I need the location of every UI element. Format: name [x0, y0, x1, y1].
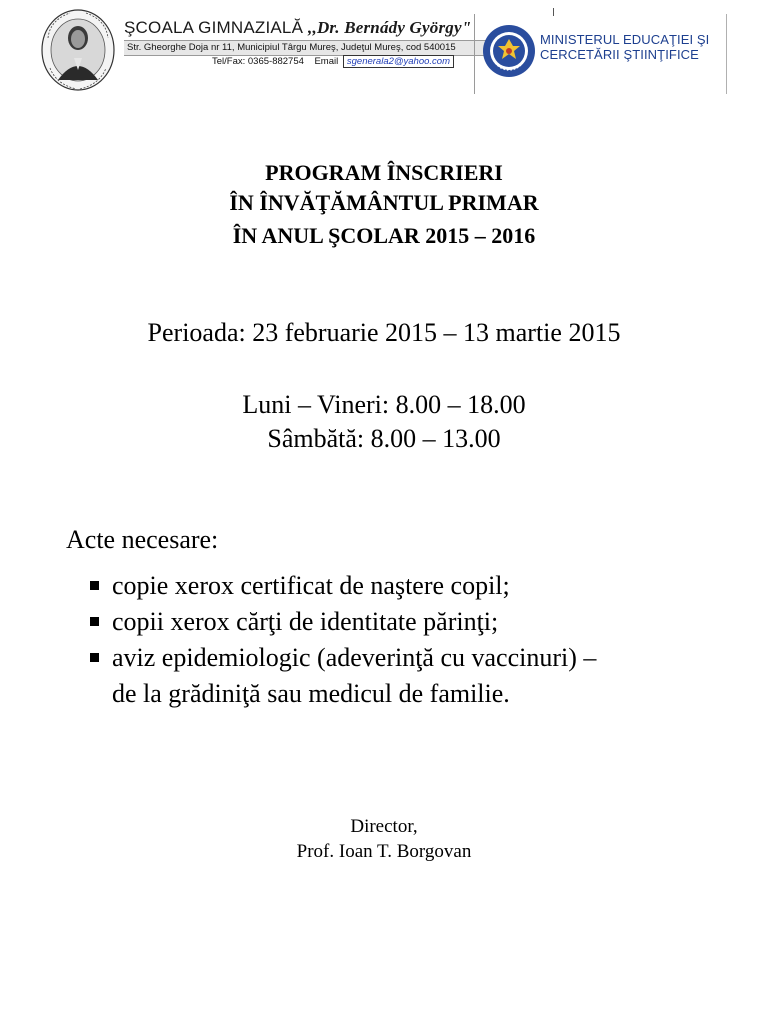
ministry-line-1: MINISTERUL EDUCAŢIEI ŞI	[540, 32, 710, 47]
letterhead	[40, 6, 730, 92]
required-documents-list	[90, 568, 730, 712]
list-item	[90, 640, 730, 712]
ministry-name	[540, 32, 709, 62]
square-bullet-icon	[90, 581, 99, 590]
title-line-2: ÎN ÎNVĂŢĂMÂNTUL PRIMAR	[229, 190, 539, 215]
top-mark	[553, 8, 554, 16]
school-name-prefix: ŞCOALA GIMNAZIALĂ	[124, 18, 309, 37]
director-name: Prof. Ioan T. Borgovan	[296, 841, 472, 862]
required-documents-heading: Acte necesare:	[66, 525, 219, 554]
school-info	[122, 18, 514, 84]
header-divider-right	[726, 14, 727, 94]
government-seal-icon	[482, 24, 536, 78]
title-line-3: ÎN ANUL ŞCOLAR 2015 – 2016	[232, 223, 536, 248]
school-phone: Tel/Fax: 0365-882754	[212, 56, 304, 67]
header-divider	[474, 14, 475, 94]
director-title: Director,	[350, 816, 418, 837]
list-item	[90, 604, 730, 640]
school-name-quoted: ,,Dr. Bernády György"	[308, 18, 472, 37]
school-contact	[212, 56, 454, 67]
list-item-text: copie xerox certificat de naştere copil;	[112, 571, 510, 600]
school-address: Str. Gheorghe Doja nr 11, Municipiul Târgu Mureş, Judeţul Mureş, cod 540015	[124, 40, 518, 56]
square-bullet-icon	[90, 617, 99, 626]
school-name	[124, 18, 471, 38]
weekday-hours: Luni – Vineri: 8.00 – 18.00	[242, 390, 526, 419]
ministry-line-2: CERCETĂRII ŞTIINŢIFICE	[540, 47, 699, 62]
saturday-hours: Sâmbătă: 8.00 – 13.00	[267, 424, 501, 453]
title-line-1: PROGRAM ÎNSCRIERI	[265, 160, 503, 185]
list-item-text: copii xerox cărţi de identitate părinţi;	[112, 607, 499, 636]
email-label: Email	[314, 56, 339, 67]
list-item-text: aviz epidemiologic (adeverinţă cu vaccinuri) –	[112, 643, 597, 672]
enrollment-period: Perioada: 23 februarie 2015 – 13 martie 2015	[147, 318, 621, 347]
square-bullet-icon	[90, 653, 99, 662]
list-item	[90, 568, 730, 604]
school-portrait-seal-icon	[40, 8, 116, 92]
list-item-continuation: de la grădiniţă sau medicul de familie.	[112, 679, 510, 708]
school-email-link[interactable]: sgenerala2@yahoo.com	[343, 55, 454, 68]
